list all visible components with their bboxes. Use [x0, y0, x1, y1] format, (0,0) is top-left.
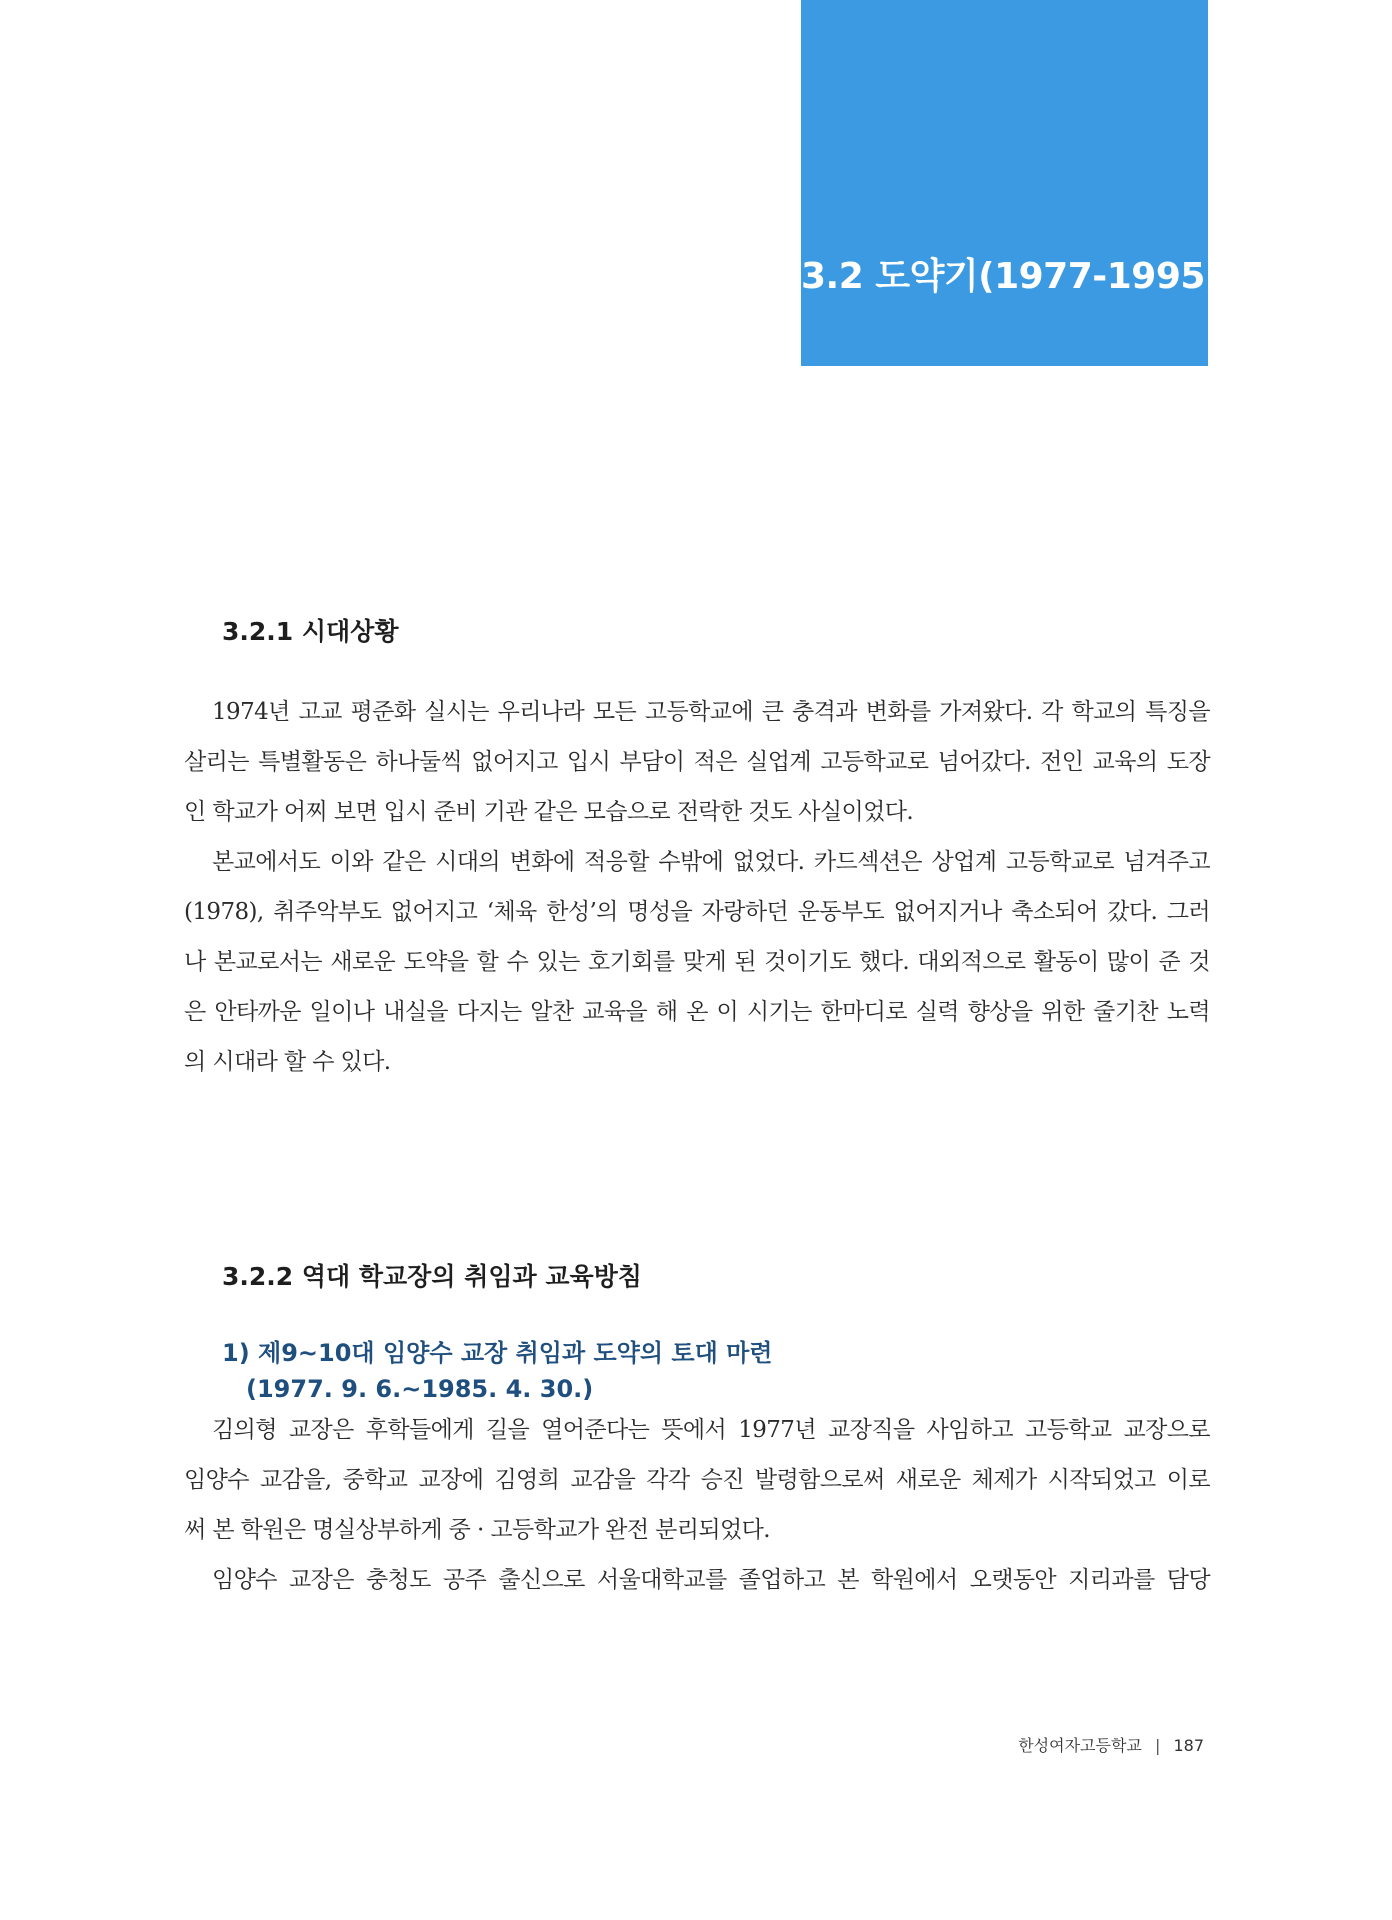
body-line: 살리는 특별활동은 하나둘씩 없어지고 입시 부담이 적은 실업계 고등학교로 넘어갔다. 전인 교육의 도장	[184, 749, 1210, 775]
section-heading-3-2-2: 3.2.2 역대 학교장의 취임과 교육방침	[222, 1262, 642, 1291]
subsection-heading	[222, 1335, 773, 1407]
subsection-date-range: (1977. 9. 6.~1985. 4. 30.)	[246, 1375, 594, 1403]
body-line: 의 시대라 할 수 있다.	[184, 1049, 391, 1075]
body-line: 은 안타까운 일이나 내실을 다지는 알찬 교육을 해 온 이 시기는 한마디로 실력 향상을 위한 줄기찬 노력	[184, 999, 1210, 1025]
body-line: 나 본교로서는 새로운 도약을 할 수 있는 호기회를 맞게 된 것이기도 했다. 대외적으로 활동이 많이 준 것	[184, 949, 1210, 975]
chapter-title: 3.2 도약기(1977-1995)	[801, 256, 1221, 297]
subsection-title: 1) 제9~10대 임양수 교장 취임과 도약의 토대 마련	[222, 1339, 773, 1367]
body-line: 김의형 교장은 후학들에게 길을 열어준다는 뜻에서 1977년 교장직을 사임하고 고등학교 교장으로	[212, 1417, 1210, 1443]
body-line: (1978), 취주악부도 없어지고 ‘체육 한성’의 명성을 자랑하던 운동부도 없어지거나 축소되어 갔다. 그러	[184, 899, 1210, 925]
chapter-title-box	[801, 0, 1221, 366]
body-line: 1974년 고교 평준화 실시는 우리나라 모든 고등학교에 큰 충격과 변화를 가져왔다. 각 학교의 특징을	[212, 699, 1210, 725]
body-line: 임양수 교장은 충청도 공주 출신으로 서울대학교를 졸업하고 본 학원에서 오랫동안 지리과를 담당	[212, 1567, 1210, 1593]
body-line: 써 본 학원은 명실상부하게 중 · 고등학교가 완전 분리되었다.	[184, 1517, 770, 1543]
page-footer	[1018, 1733, 1204, 1756]
page-number: 187	[1173, 1736, 1204, 1755]
body-line: 임양수 교감을, 중학교 교장에 김영희 교감을 각각 승진 발령함으로써 새로운 체제가 시작되었고 이로	[184, 1467, 1210, 1493]
section-heading-3-2-1: 3.2.1 시대상황	[222, 617, 399, 646]
body-line: 본교에서도 이와 같은 시대의 변화에 적응할 수밖에 없었다. 카드섹션은 상업계 고등학교로 넘겨주고	[212, 849, 1210, 875]
footer-separator: |	[1154, 1736, 1161, 1755]
footer-school-name: 한성여자고등학교	[1018, 1736, 1142, 1755]
body-line: 인 학교가 어찌 보면 입시 준비 기관 같은 모습으로 전락한 것도 사실이었다.	[184, 799, 914, 825]
